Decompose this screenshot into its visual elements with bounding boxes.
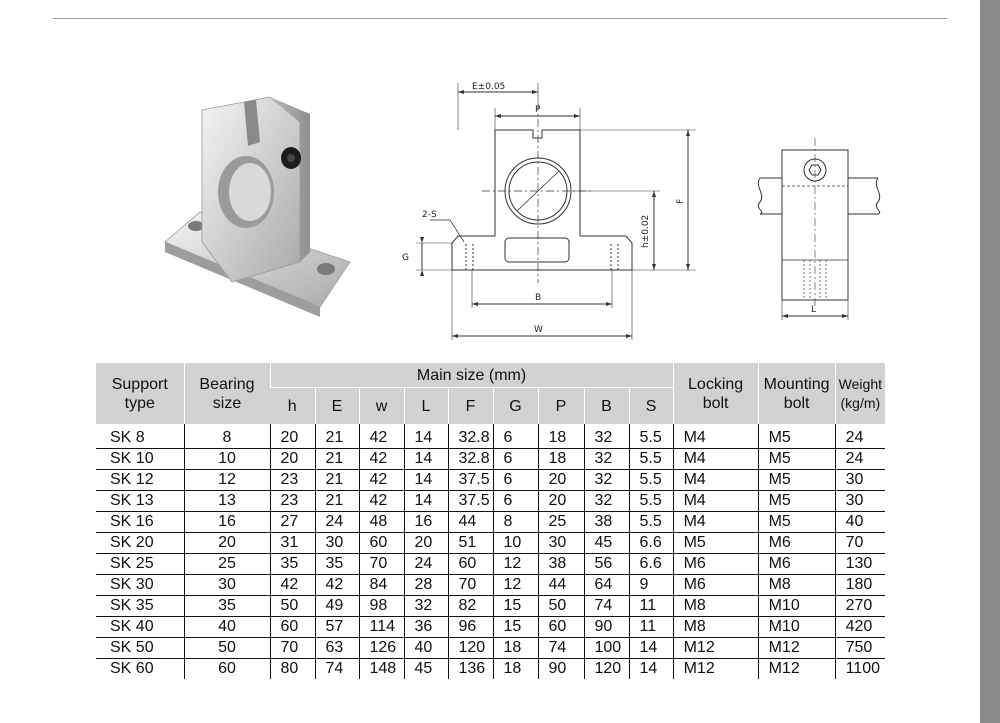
cell-w: 60	[359, 533, 404, 554]
cell-weight: 40	[835, 512, 885, 533]
cell-b: 100	[584, 638, 629, 659]
cell-e: 35	[315, 554, 359, 575]
cell-b: 38	[584, 512, 629, 533]
table-row	[96, 533, 885, 554]
table-row	[96, 596, 885, 617]
cell-w: 48	[359, 512, 404, 533]
dim-label-w: W	[534, 325, 543, 335]
cell-h: 31	[270, 533, 315, 554]
cell-p: 38	[538, 554, 584, 575]
cell-e: 21	[315, 449, 359, 470]
table-row	[96, 424, 885, 449]
cell-h: 27	[270, 512, 315, 533]
cell-p: 74	[538, 638, 584, 659]
cell-p: 25	[538, 512, 584, 533]
cell-h: 70	[270, 638, 315, 659]
cell-bearing-size: 60	[184, 659, 270, 680]
cell-b: 90	[584, 617, 629, 638]
cell-support-type: SK 10	[96, 449, 184, 470]
cell-bearing-size: 10	[184, 449, 270, 470]
cell-e: 21	[315, 470, 359, 491]
cell-weight: 30	[835, 470, 885, 491]
table-row	[96, 575, 885, 596]
cell-g: 18	[493, 659, 538, 680]
cell-weight: 70	[835, 533, 885, 554]
cell-s: 11	[629, 617, 673, 638]
header-col-p: P	[538, 388, 584, 425]
cell-p: 50	[538, 596, 584, 617]
cell-f: 96	[448, 617, 493, 638]
cell-h: 23	[270, 470, 315, 491]
table-row	[96, 512, 885, 533]
cell-bearing-size: 50	[184, 638, 270, 659]
cell-g: 6	[493, 424, 538, 449]
cell-mounting-bolt: M10	[758, 617, 835, 638]
cell-s: 5.5	[629, 449, 673, 470]
cell-support-type: SK 30	[96, 575, 184, 596]
table-row	[96, 659, 885, 680]
cell-locking-bolt: M4	[673, 491, 758, 512]
cell-weight: 420	[835, 617, 885, 638]
cell-l: 28	[404, 575, 448, 596]
side-view-drawing	[748, 128, 898, 328]
cell-g: 18	[493, 638, 538, 659]
cell-weight: 270	[835, 596, 885, 617]
cell-locking-bolt: M8	[673, 617, 758, 638]
table-row	[96, 638, 885, 659]
header-mounting-bolt: Mounting bolt	[758, 363, 835, 424]
cell-e: 74	[315, 659, 359, 680]
cell-w: 114	[359, 617, 404, 638]
cell-e: 21	[315, 491, 359, 512]
cell-mounting-bolt: M12	[758, 638, 835, 659]
cell-h: 60	[270, 617, 315, 638]
cell-h: 23	[270, 491, 315, 512]
cell-g: 6	[493, 449, 538, 470]
table-row	[96, 491, 885, 512]
cell-weight: 1100	[835, 659, 885, 680]
cell-g: 15	[493, 617, 538, 638]
cell-mounting-bolt: M5	[758, 470, 835, 491]
cell-bearing-size: 35	[184, 596, 270, 617]
cell-l: 20	[404, 533, 448, 554]
dim-label-p: P	[535, 105, 541, 115]
cell-g: 15	[493, 596, 538, 617]
cell-support-type: SK 40	[96, 617, 184, 638]
cell-support-type: SK 60	[110, 660, 154, 677]
cell-mounting-bolt: M6	[758, 533, 835, 554]
cell-bearing-size: 20	[184, 533, 270, 554]
cell-w: 126	[359, 638, 404, 659]
cell-h: 50	[270, 596, 315, 617]
dim-label-e: E±0.05	[472, 82, 506, 92]
cell-weight: 130	[835, 554, 885, 575]
cell-bearing-size: 16	[184, 512, 270, 533]
dim-label-l: L	[811, 305, 817, 315]
cell-bearing-size: 30	[184, 575, 270, 596]
cell-weight: 24	[835, 449, 885, 470]
header-col-w: w	[359, 388, 404, 425]
cell-f: 32.8	[448, 449, 493, 470]
cell-s: 14	[629, 638, 673, 659]
cell-weight: 24	[835, 424, 885, 449]
cell-p: 30	[538, 533, 584, 554]
cell-h: 20	[270, 449, 315, 470]
cell-p: 90	[538, 659, 584, 680]
cell-f: 44	[448, 512, 493, 533]
header-col-b: B	[584, 388, 629, 425]
cell-f: 136	[448, 659, 493, 680]
cell-bearing-size: 25	[184, 554, 270, 575]
header-bearing-size: Bearing size	[184, 363, 270, 424]
spec-table	[96, 363, 885, 679]
cell-p: 18	[538, 424, 584, 449]
cell-h: 80	[270, 659, 315, 680]
header-main-size: Main size (mm)	[270, 363, 673, 388]
cell-locking-bolt: M12	[673, 638, 758, 659]
cell-mounting-bolt: M5	[758, 491, 835, 512]
cell-f: 32.8	[448, 424, 493, 449]
dim-label-h: h±0.02	[641, 214, 651, 248]
header-support-type: Support type	[96, 363, 184, 424]
header-col-e: E	[315, 388, 359, 425]
cell-e: 63	[315, 638, 359, 659]
cell-h: 42	[270, 575, 315, 596]
cell-b: 56	[584, 554, 629, 575]
table-row	[96, 554, 885, 575]
dim-label-g: G	[402, 253, 409, 263]
cell-f: 70	[448, 575, 493, 596]
cell-s: 5.5	[629, 424, 673, 449]
cell-weight: 750	[835, 638, 885, 659]
cell-e: 24	[315, 512, 359, 533]
cell-locking-bolt: M12	[673, 659, 758, 680]
cell-weight: 180	[835, 575, 885, 596]
cell-l: 45	[404, 659, 448, 680]
cell-mounting-bolt: M5	[758, 424, 835, 449]
cell-locking-bolt: M6	[673, 575, 758, 596]
cell-support-type: SK 8	[96, 424, 184, 449]
cell-bearing-size: 13	[184, 491, 270, 512]
cell-w: 70	[359, 554, 404, 575]
cell-e: 57	[315, 617, 359, 638]
cell-p: 20	[538, 470, 584, 491]
cell-locking-bolt: M4	[673, 470, 758, 491]
cell-b: 32	[584, 449, 629, 470]
cell-b: 64	[584, 575, 629, 596]
cell-support-type: SK 50	[96, 638, 184, 659]
cell-e: 21	[315, 424, 359, 449]
cell-s: 11	[629, 596, 673, 617]
cell-f: 51	[448, 533, 493, 554]
cell-s: 14	[629, 659, 673, 680]
cell-g: 12	[493, 575, 538, 596]
cell-p: 60	[538, 617, 584, 638]
cell-s: 6.6	[629, 554, 673, 575]
cell-l: 32	[404, 596, 448, 617]
cell-b: 32	[584, 491, 629, 512]
header-col-g: G	[493, 388, 538, 425]
cell-bearing-size: 8	[184, 424, 270, 449]
cell-l: 16	[404, 512, 448, 533]
top-divider	[53, 18, 947, 19]
cell-h: 20	[270, 424, 315, 449]
table-row	[96, 617, 885, 638]
cell-support-type: SK 25	[96, 554, 184, 575]
right-edge-bar	[980, 0, 1000, 723]
cell-f: 37.5	[448, 491, 493, 512]
cell-g: 6	[493, 491, 538, 512]
cell-mounting-bolt: M5	[758, 512, 835, 533]
cell-locking-bolt: M5	[673, 533, 758, 554]
cell-b: 74	[584, 596, 629, 617]
cell-support-type: SK 12	[96, 470, 184, 491]
table-row	[96, 449, 885, 470]
cell-mounting-bolt: M6	[758, 554, 835, 575]
cell-g: 12	[493, 554, 538, 575]
cell-h: 35	[270, 554, 315, 575]
header-locking-bolt: Locking bolt	[673, 363, 758, 424]
cell-l: 14	[404, 424, 448, 449]
cell-weight: 30	[835, 491, 885, 512]
cell-f: 82	[448, 596, 493, 617]
dim-label-b: B	[535, 293, 542, 303]
cell-locking-bolt: M4	[673, 449, 758, 470]
cell-w: 148	[359, 659, 404, 680]
cell-w: 42	[359, 470, 404, 491]
front-view-drawing	[402, 78, 722, 350]
cell-p: 20	[538, 491, 584, 512]
cell-l: 40	[404, 638, 448, 659]
header-col-s: S	[629, 388, 673, 425]
cell-s: 5.5	[629, 470, 673, 491]
product-photo	[160, 92, 360, 322]
header-weight: Weight (kg/m)	[835, 363, 885, 424]
cell-w: 42	[359, 491, 404, 512]
cell-mounting-bolt: M8	[758, 575, 835, 596]
dim-label-s: 2-S	[422, 210, 437, 220]
cell-support-type: SK 16	[96, 512, 184, 533]
cell-e: 49	[315, 596, 359, 617]
cell-l: 14	[404, 449, 448, 470]
cell-bearing-size: 40	[184, 617, 270, 638]
cell-l: 14	[404, 470, 448, 491]
cell-locking-bolt: M6	[673, 554, 758, 575]
cell-b: 32	[584, 470, 629, 491]
cell-locking-bolt: M4	[673, 512, 758, 533]
cell-b: 120	[584, 659, 629, 680]
cell-e: 42	[315, 575, 359, 596]
cell-w: 42	[359, 424, 404, 449]
cell-s: 9	[629, 575, 673, 596]
cell-l: 36	[404, 617, 448, 638]
cell-f: 37.5	[448, 470, 493, 491]
cell-w: 42	[359, 449, 404, 470]
cell-support-type: SK 35	[96, 596, 184, 617]
cell-s: 5.5	[629, 512, 673, 533]
cell-f: 60	[448, 554, 493, 575]
cell-w: 98	[359, 596, 404, 617]
cell-l: 24	[404, 554, 448, 575]
cell-locking-bolt: M8	[673, 596, 758, 617]
cell-l: 14	[404, 491, 448, 512]
cell-mounting-bolt: M12	[758, 659, 835, 680]
cell-b: 32	[584, 424, 629, 449]
cell-support-type: SK 13	[96, 491, 184, 512]
cell-p: 44	[538, 575, 584, 596]
cell-s: 6.6	[629, 533, 673, 554]
cell-g: 6	[493, 470, 538, 491]
header-col-h: h	[270, 388, 315, 425]
cell-mounting-bolt: M5	[758, 449, 835, 470]
cell-p: 18	[538, 449, 584, 470]
cell-f: 120	[448, 638, 493, 659]
cell-mounting-bolt: M10	[758, 596, 835, 617]
spec-table-body	[96, 424, 885, 679]
cell-b: 45	[584, 533, 629, 554]
cell-g: 8	[493, 512, 538, 533]
cell-e: 30	[315, 533, 359, 554]
cell-s: 5.5	[629, 491, 673, 512]
cell-locking-bolt: M4	[673, 424, 758, 449]
cell-w: 84	[359, 575, 404, 596]
header-col-f: F	[448, 388, 493, 425]
dim-label-f: F	[676, 198, 686, 204]
table-row	[96, 470, 885, 491]
cell-bearing-size: 12	[184, 470, 270, 491]
cell-g: 10	[493, 533, 538, 554]
cell-support-type: SK 20	[96, 533, 184, 554]
header-col-l: L	[404, 388, 448, 425]
